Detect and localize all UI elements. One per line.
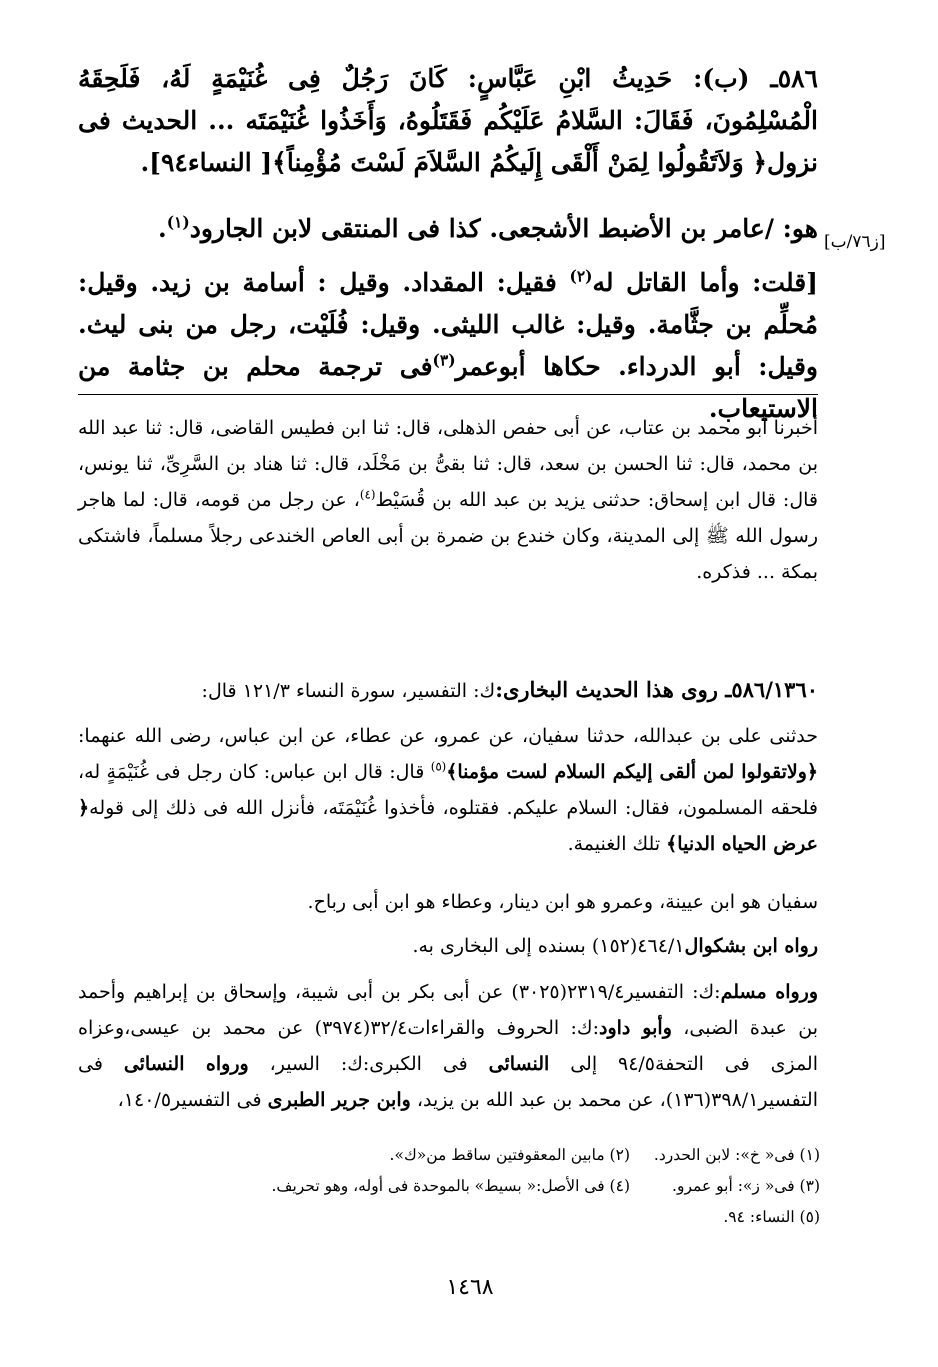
ibn-bashkuwal-text: ٤٦٤/١(١٥٢) بسنده إلى البخارى به. xyxy=(412,935,685,957)
bukhari-heading-bold: ٥٨٦/١٣٦٠ـ روى هذا الحديث البخارى: xyxy=(495,677,818,702)
quran-verse-1: ﴿ولاتقولوا لمن ألقى إليكم السلام لست مؤمنا﴾ xyxy=(446,761,818,783)
footnote-5: (٥) النساء: ٩٤. xyxy=(723,1208,820,1226)
footnote-ref-5: (٥) xyxy=(430,759,447,774)
narrator-identification xyxy=(78,208,818,250)
quran-verse-2: ﴿ عرض الحياه الدنيا﴾ xyxy=(78,797,818,855)
ibn-bashkuwal-bold: رواه ابن بشكوال xyxy=(684,935,818,957)
narrators-clarification xyxy=(78,884,818,920)
tabari-text: فى التفسير١٤٠/٥، xyxy=(117,1089,268,1111)
narrator-end: . xyxy=(157,214,167,243)
section-divider xyxy=(78,394,818,395)
page-number: ١٤٦٨ xyxy=(446,1275,494,1300)
muslim-text: :ك: التفسير٢٣١٩/٤(٣٠٢٥) عن أبى بكر بن أبى شيبة، وإسحاق بن إبراهيم وأحمد بن عبدة الضبى، xyxy=(78,981,818,1039)
footnote-1: (١) فى« خ»: لابن الحدرد. xyxy=(653,1146,820,1164)
bukhari-heading-text: ك: التفسير، سورة النساء ١٢١/٣ قال: xyxy=(201,680,496,702)
tabari-bold: وابن جرير الطبرى xyxy=(267,1089,411,1111)
bukhari-text-1: حدثنى على بن عبدالله، حدثنا سفيان، عن عمرو، عن عطاء، عن ابن عباس، رضى الله عنهما: xyxy=(78,725,818,747)
narrators-text: سفيان هو ابن عيينة، وعمرو هو ابن دينار، وعطاء هو ابن أبى رباح. xyxy=(307,891,818,913)
bukhari-text-2: قال: قال ابن عباس: كان رجل فى غُنَيْمَةٍ له، فلحقه المسلمون، فقال: السلام عليكم. فقتلوه، فأخذوا غُنَيْمَتَه، فأنزل الله فى ذلك إلى قوله xyxy=(78,761,818,819)
footnote-ref-2: (٢) xyxy=(569,266,593,286)
abu-dawud-bold: وأبو داود xyxy=(598,1017,672,1039)
nasai-tafsir-bold: ورواه النسائى xyxy=(123,1053,249,1075)
footnote-ref-1: (١) xyxy=(166,212,190,232)
killer-text-end: فى ترجمة محلم بن جثامة من الاستيعاب. xyxy=(78,352,818,423)
nasai-bold: النسائى xyxy=(488,1053,550,1075)
nasai-text: فى الكبرى:ك: السير، xyxy=(248,1053,489,1075)
footnote-row xyxy=(160,1202,820,1233)
killer-opinions xyxy=(78,262,818,430)
footnote-4: (٤) فى الأصل:« بسيط» بالموحدة فى أوله، وهو تحريف. xyxy=(271,1177,630,1195)
margin-reference: [ز٧٦/ب] xyxy=(824,232,886,252)
abu-dawud-text: :ك: الحروف والقراءات٣٢/٤(٣٩٧٤) عن محمد بن عيسى،وعزاه المزى فى التحفة٩٤/٥ إلى xyxy=(78,1017,818,1075)
footnote-ref-4: (٤) xyxy=(359,487,376,502)
isnad-paragraph xyxy=(78,410,818,590)
footnote-3: (٣) فى« ز»: أبو عمرو. xyxy=(672,1177,820,1195)
isnad-text-end: ، عن رجل من قومه، قال: لما هاجر رسول الله ﷺ إلى المدينة، وكان خندع بن ضمرة بن أبى العاص الخندعى رجلاً مسلماً، فاشتكى بمكة ... فذكره. xyxy=(78,489,818,583)
ibn-bashkuwal-line xyxy=(78,928,818,964)
bukhari-text xyxy=(78,718,818,862)
entry-text: (ب): حَدِيثُ ابْنِ عَبَّاسٍ: كَانَ رَجُلٌ فِى غُنَيْمَةٍ لَهُ، فَلَحِقَهُ الْمُسْلِمُونَ، فَقَالَ: السَّلامُ عَلَيْكُم فَقَتَلُوهُ، وَأَخَذُوا غُنَيْمَتَه ... الحديث فى نزول﴿ وَلاَتَقُولُوا لِمَنْ أَلْقَى إِلَيكُمُ السَّلاَمَ لَسْتَ مُؤْمِناً﴾[ النساء٩٤]. xyxy=(78,64,818,177)
bukhari-text-3: تلك الغنيمة. xyxy=(567,833,667,855)
bukhari-heading xyxy=(78,672,818,709)
killer-text-middle: فقيل: المقداد. وقيل : أسامة بن زيد. وقيل: مُحلِّم بن جثَّامة. وقيل: غالب الليثى. وقيل: فُلَيْت، رجل من بنى ليث. وقيل: أبو الدرداء. حكاها أبوعمر xyxy=(78,268,818,381)
narrator-text: هو: /عامر بن الأضبط الأشجعى. كذا فى المنتقى لابن الجارود xyxy=(189,214,818,243)
footnote-row xyxy=(160,1171,820,1202)
footnote-ref-3: (٣) xyxy=(432,350,456,370)
footnotes xyxy=(160,1140,820,1233)
footnote-row xyxy=(160,1140,820,1171)
isnad-text-start: أخبرنا أبو محمد بن عتاب، عن أبى حفص الذهلى، قال: ثنا ابن فطيس القاضى، قال: ثنا عبد الله بن محمد، قال: ثنا الحسن بن سعد، قال: ثنا بقىُّ بن مَخْلَد، قال: ثنا هناد بن السَّرِىِّ، ثنا يونس، قال: قال ابن إسحاق: حدثنى يزيد بن عبد الله بن قُسَيْط xyxy=(78,417,818,511)
muslim-bold: ورواه مسلم xyxy=(720,981,818,1003)
footnote-2: (٢) مابين المعقوفتين ساقط من«ك». xyxy=(389,1146,630,1164)
entry-586-hadith xyxy=(78,58,818,184)
entry-number: ٥٨٦ـ xyxy=(770,64,818,93)
nasai-tafsir-text: فى التفسير٣٩٨/١(١٣٦)، عن محمد بن عبد الله بن يزيد، xyxy=(78,1053,818,1111)
other-narrations xyxy=(78,974,818,1118)
killer-text-start: [قلت: وأما القاتل له xyxy=(592,268,818,297)
